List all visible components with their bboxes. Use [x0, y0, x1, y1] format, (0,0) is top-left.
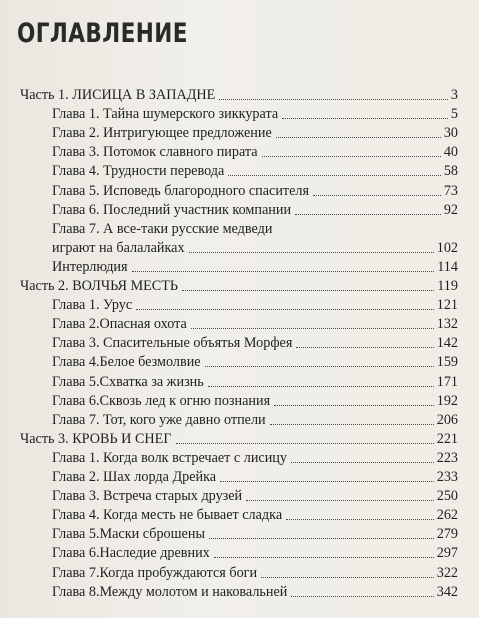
toc-entry-title: Глава 3. Потомок славного пирата	[52, 144, 258, 161]
toc-chapter-entry	[52, 392, 458, 410]
toc-entry-title: Глава 4. Когда месть не бывает сладка	[52, 507, 283, 524]
toc-chapter-entry	[52, 525, 458, 543]
toc-entry-title: Глава 2. Интригующее предложение	[52, 125, 272, 142]
toc-page-number: 297	[436, 545, 458, 562]
toc-chapter-entry	[52, 143, 458, 161]
toc-chapter-entry	[52, 411, 458, 429]
toc-part-entry	[20, 277, 458, 295]
dot-leader	[191, 327, 434, 329]
toc-entry-title: Глава 7.Когда пробуждаются боги	[52, 564, 258, 581]
toc-page-number: 206	[436, 411, 458, 428]
toc-chapter-entry	[52, 296, 458, 314]
toc-entry-title: Глава 1. Урус	[52, 297, 133, 314]
toc-chapter-entry	[52, 449, 458, 467]
dot-leader	[286, 518, 434, 520]
toc-entry-title: Глава 1. Тайна шумерского зиккурата	[52, 106, 279, 123]
dot-leader	[136, 308, 434, 310]
toc-page-number: 40	[443, 144, 458, 161]
toc-page-number: 159	[436, 354, 458, 371]
toc-chapter-entry	[52, 544, 458, 562]
toc-entry-title: Глава 3. Спасительные объятья Морфея	[52, 335, 293, 352]
dot-leader	[282, 117, 448, 119]
dot-leader	[176, 442, 434, 444]
toc-page-number: 221	[436, 430, 458, 447]
toc-page-number: 92	[443, 201, 458, 218]
toc-entry-title: Интерлюдия	[52, 258, 128, 275]
toc-entry-title: Часть 2. ВОЛЧЬЯ МЕСТЬ	[20, 278, 179, 294]
dot-leader	[270, 423, 434, 425]
toc-page-number: 322	[436, 564, 458, 581]
toc-chapter-entry	[52, 468, 458, 486]
dot-leader	[219, 98, 448, 100]
dot-leader	[209, 537, 434, 539]
toc-entry-title: Глава 6.Сквозь лед к огню познания	[52, 392, 271, 409]
toc-page-number: 5	[450, 106, 458, 123]
toc-chapter-entry	[52, 353, 458, 371]
dot-leader	[291, 595, 433, 597]
toc-page-number: 250	[436, 488, 458, 505]
toc-chapter-entry	[52, 182, 458, 200]
toc-entry-title: Глава 5.Маски сброшены	[52, 526, 205, 543]
toc-entry-title: Часть 1. ЛИСИЦА В ЗАПАДНЕ	[20, 87, 216, 103]
toc-page-number: 192	[436, 392, 458, 409]
toc-page-number: 132	[436, 316, 458, 333]
toc-entry-title: Глава 7. А все-таки русские медведи	[52, 220, 273, 237]
dot-leader	[246, 499, 434, 501]
toc-entry-title: Глава 7. Тот, кого уже давно отпели	[52, 411, 266, 428]
dot-leader	[291, 461, 434, 463]
dot-leader	[262, 155, 441, 157]
toc-entry-title: Глава 3. Встреча старых друзей	[52, 488, 243, 505]
toc-page-number: 223	[436, 449, 458, 466]
toc-page-number: 342	[436, 583, 458, 600]
toc-entry-title: Глава 2. Шах лорда Дрейка	[52, 469, 217, 485]
toc-chapter-entry	[52, 373, 458, 391]
toc-page-number: 279	[436, 526, 458, 543]
dot-leader	[261, 576, 434, 578]
dot-leader	[214, 556, 434, 558]
toc-entry-title: Глава 5. Исповедь благородного спасителя	[52, 182, 310, 199]
dot-leader	[228, 174, 441, 176]
toc-chapter-entry	[52, 162, 458, 180]
toc-page-number: 262	[436, 507, 458, 524]
toc-page-number: 3	[450, 87, 458, 103]
toc-page-number: 119	[437, 278, 458, 294]
toc-page-number: 142	[436, 335, 458, 352]
toc-page-number: 121	[436, 297, 458, 314]
dot-leader	[274, 404, 434, 406]
dot-leader	[313, 194, 441, 196]
toc-chapter-entry	[52, 124, 458, 142]
dot-leader	[208, 385, 434, 387]
toc-part-entry	[20, 86, 458, 104]
toc-page-number: 30	[443, 125, 458, 142]
toc-chapter-entry	[52, 315, 458, 333]
toc-entry-title: Глава 8.Между молотом и наковальней	[52, 583, 288, 600]
toc-chapter-entry	[52, 564, 458, 582]
toc-entry-title: играют на балалайках	[52, 239, 185, 256]
toc-entry-title: Глава 5.Схватка за жизнь	[52, 373, 204, 390]
dot-leader	[296, 346, 433, 348]
toc-page-number: 233	[436, 469, 458, 485]
toc-chapter-entry	[52, 239, 458, 257]
dot-leader	[205, 365, 434, 367]
toc-chapter-entry	[52, 506, 458, 524]
toc-page-number: 114	[437, 258, 458, 275]
dot-leader	[132, 270, 435, 272]
dot-leader	[295, 213, 441, 215]
dot-leader	[220, 480, 434, 482]
dot-leader	[189, 251, 434, 253]
toc-page-number: 73	[443, 182, 458, 199]
toc-entry-title: Глава 4. Трудности перевода	[52, 163, 225, 180]
toc-entry-title: Глава 6.Наследие древних	[52, 545, 210, 562]
toc-entry-title: Глава 6. Последний участник компании	[52, 201, 292, 218]
toc-entry-title: Часть 3. КРОВЬ И СНЕГ	[20, 430, 172, 447]
toc-page-number: 171	[436, 373, 458, 390]
toc-chapter-entry	[52, 583, 458, 601]
page-title: ОГЛАВЛЕНИЕ	[17, 18, 188, 49]
toc-chapter-entry	[52, 105, 458, 123]
toc-part-entry	[20, 430, 458, 448]
toc-entry-title: Глава 1. Когда волк встречает с лисицу	[52, 449, 287, 466]
toc-chapter-entry	[52, 258, 458, 276]
dot-leader	[182, 289, 434, 291]
toc-entry-title: Глава 2.Опасная охота	[52, 316, 187, 333]
toc-entry-title: Глава 4.Белое безмолвие	[52, 354, 201, 371]
toc-chapter-entry	[52, 220, 458, 238]
toc-chapter-entry	[52, 201, 458, 219]
toc-page-number: 58	[443, 163, 458, 180]
dot-leader	[276, 136, 441, 138]
toc-chapter-entry	[52, 487, 458, 505]
toc-chapter-entry	[52, 334, 458, 352]
toc-page-number: 102	[436, 239, 458, 256]
